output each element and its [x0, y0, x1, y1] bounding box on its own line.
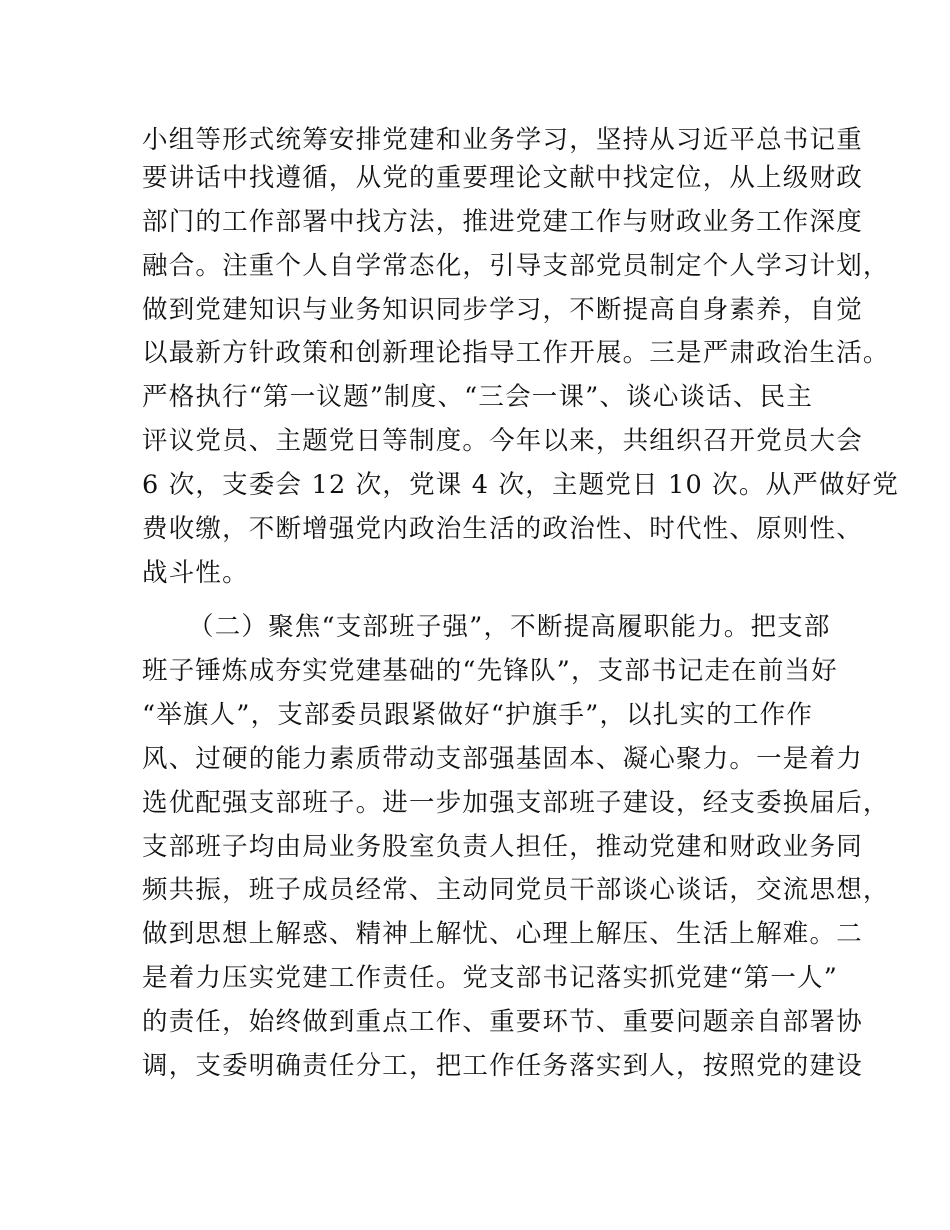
text-line: 要讲话中找遵循，从党的重要理论文献中找定位，从上级财政 — [142, 163, 863, 193]
text-line: 选优配强支部班子。进一步加强支部班子建设，经支委换届后， — [142, 788, 890, 818]
text-line: 的责任，始终做到重点工作、重要环节、重要问题亲自部署协 — [142, 1007, 863, 1037]
text-line: 战斗性。 — [142, 558, 249, 588]
text-line: 部门的工作部署中找方法，推进党建工作与财政业务工作深度 — [142, 207, 863, 237]
text-line: 调，支委明确责任分工，把工作任务落实到人，按照党的建设 — [142, 1051, 863, 1081]
text-line: 以最新方针政策和创新理论指导工作开展。三是严肃政治生活。 — [142, 338, 890, 368]
text-line: 是着力压实党建工作责任。党支部书记落实抓党建“第一人” — [142, 963, 838, 993]
text-line: “举旗人”，支部委员跟紧做好“护旗手”，以扎实的工作作 — [142, 700, 814, 730]
text-line: 评议党员、主题党日等制度。今年以来，共组织召开党员大会 — [142, 426, 863, 456]
text-line: 小组等形式统筹安排党建和业务学习，坚持从习近平总书记重 — [142, 125, 863, 155]
text-line: 支部班子均由局业务股室负责人担任，推动党建和财政业务同 — [142, 832, 863, 862]
text-line: 做到党建知识与业务知识同步学习，不断提高自身素养，自觉 — [142, 295, 863, 325]
text-line: 6 次，支委会 12 次，党课 4 次，主题党日 10 次。从严做好党 — [142, 470, 900, 500]
text-line: 频共振，班子成员经常、主动同党员干部谈心谈话，交流思想， — [142, 875, 890, 905]
text-line: 班子锤炼成夯实党建基础的“先锋队”，支部书记走在前当好 — [142, 656, 838, 686]
text-line: 融合。注重个人自学常态化，引导支部党员制定个人学习计划， — [142, 251, 890, 281]
text-line: 费收缴，不断增强党内政治生活的政治性、时代性、原则性、 — [142, 514, 863, 544]
text-line: 做到思想上解惑、精神上解忧、心理上解压、生活上解难。二 — [142, 919, 863, 949]
text-line: （二）聚焦“支部班子强”，不断提高履职能力。把支部 — [188, 612, 831, 642]
text-line: 严格执行“第一议题”制度、“三会一课”、谈心谈话、民主 — [142, 382, 814, 412]
text-line: 风、过硬的能力素质带动支部强基固本、凝心聚力。一是着力 — [142, 744, 863, 774]
